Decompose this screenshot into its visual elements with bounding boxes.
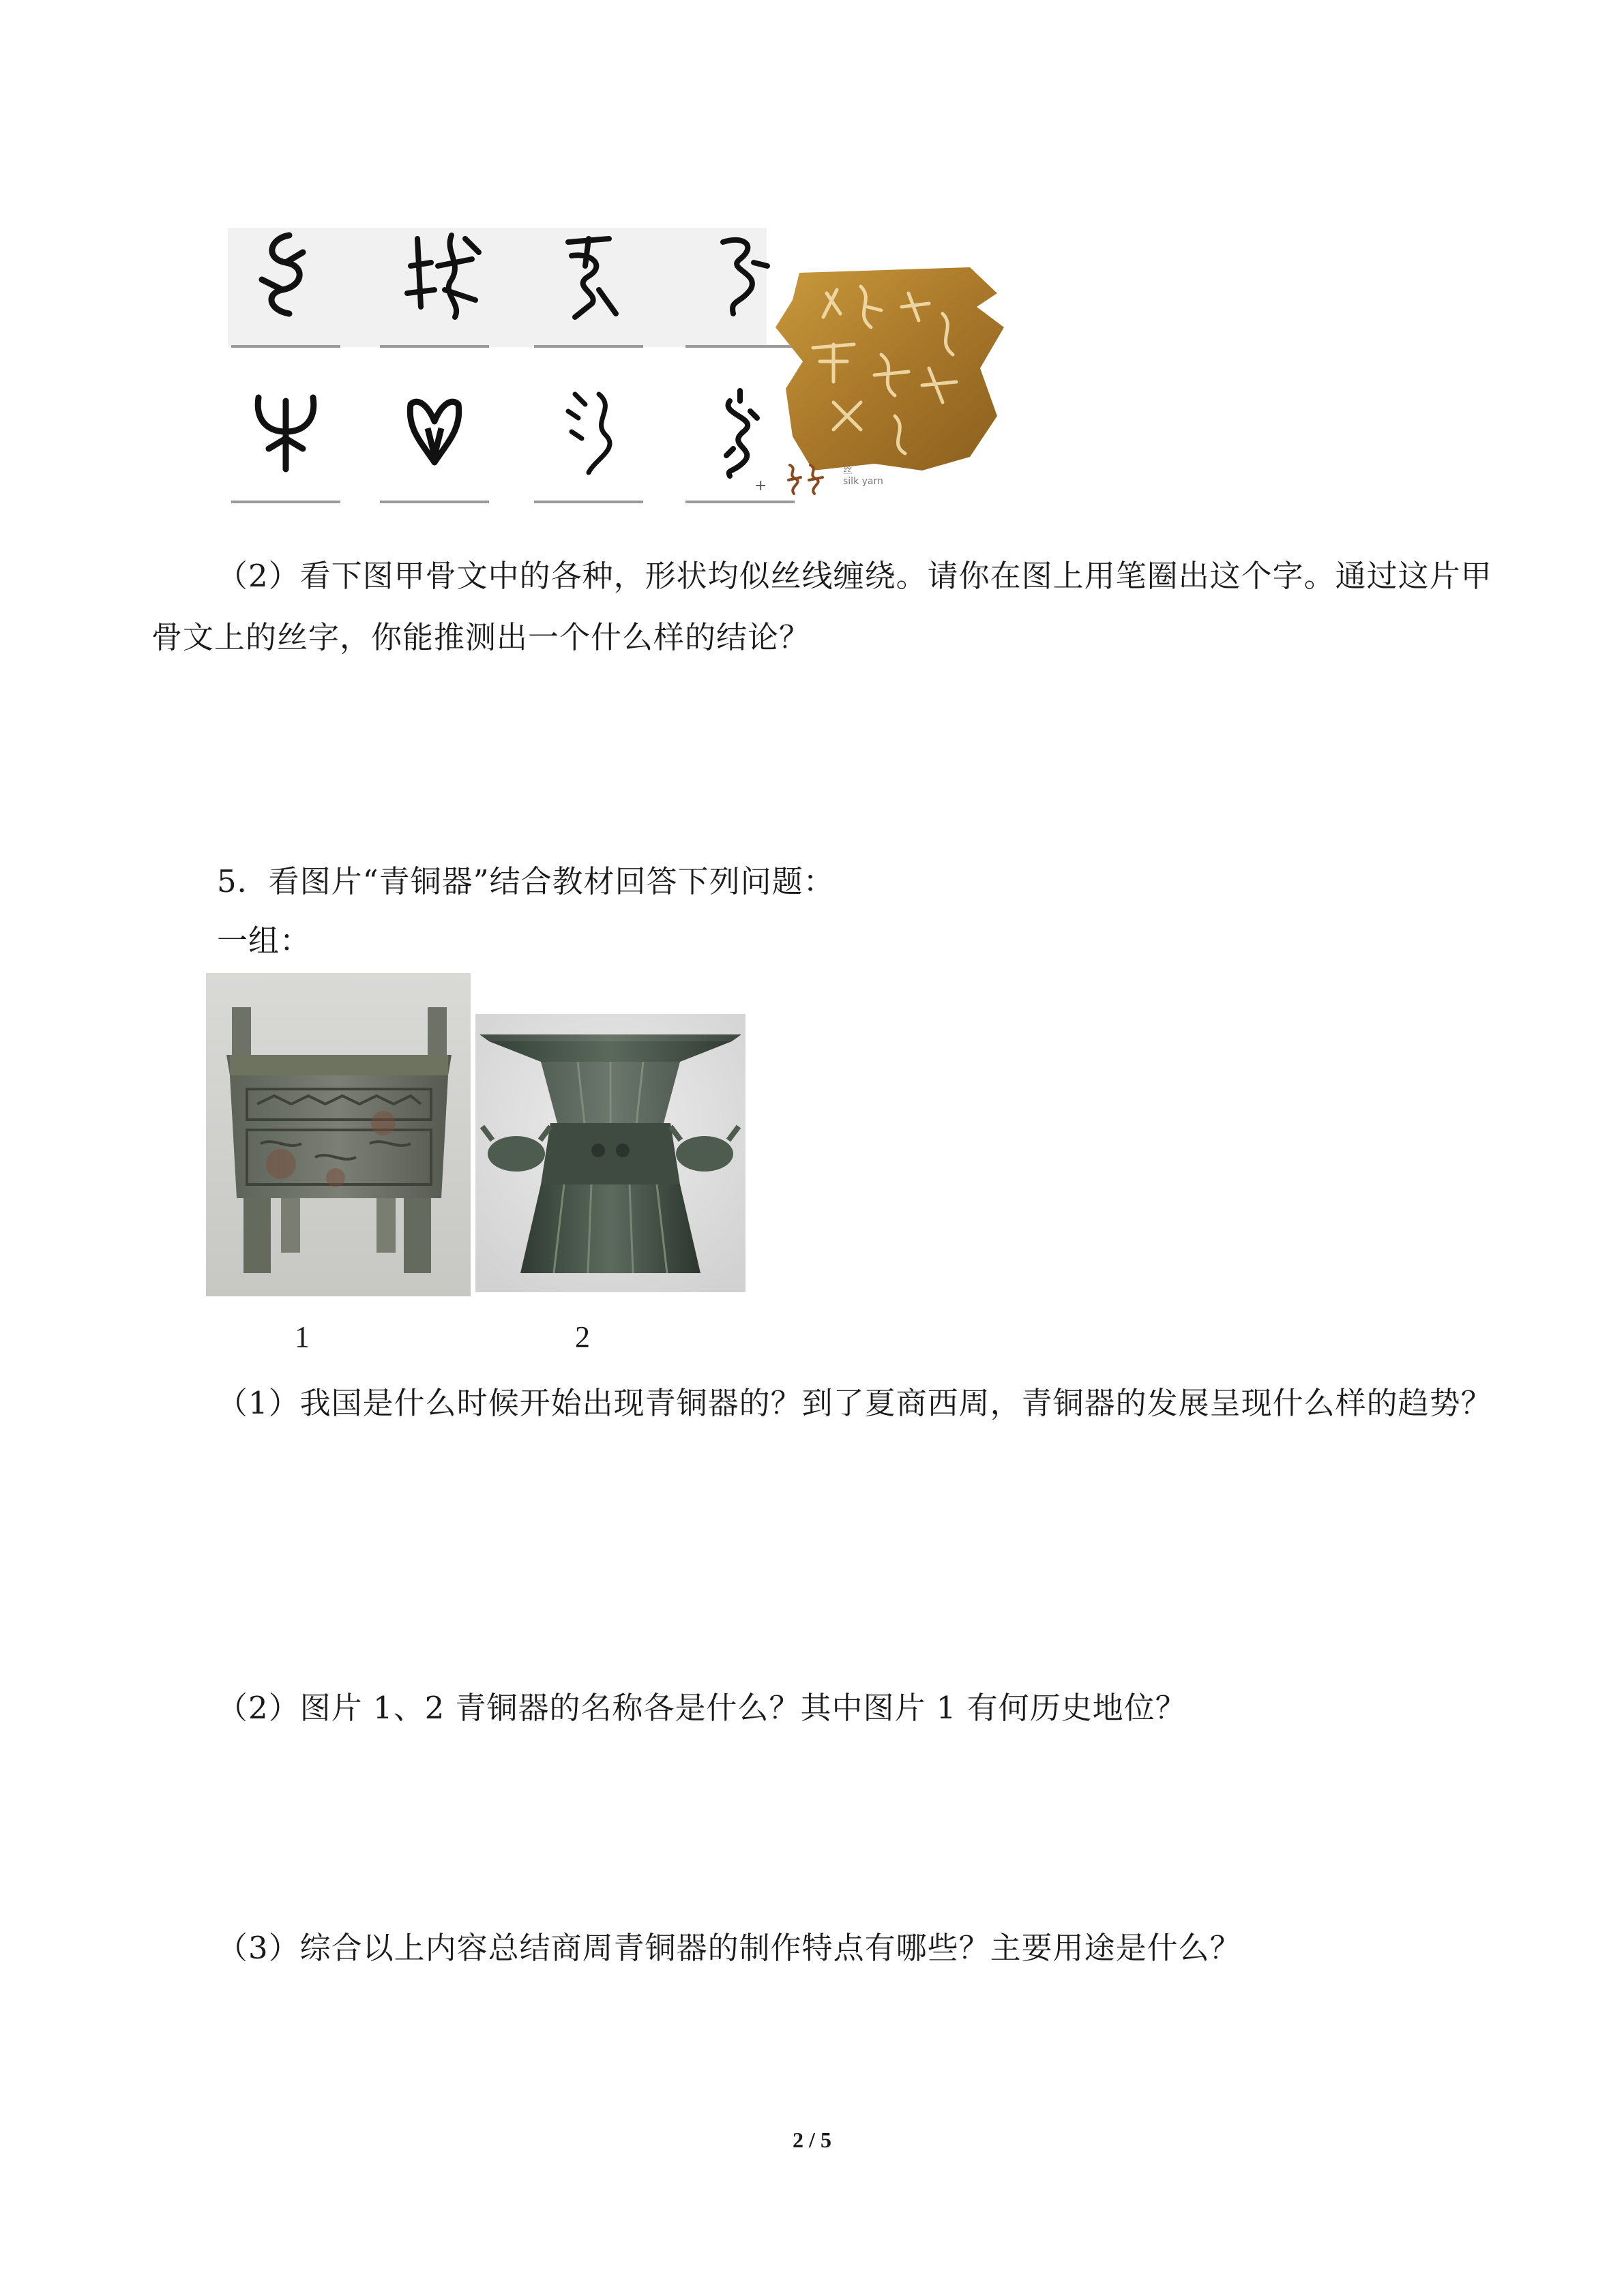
- answer-blank-line: [231, 501, 340, 503]
- question4-part2-text: （2）看下图甲骨文中的各种，形状均似丝线缠绕。请你在图上用笔圈出这个字。通过这片甲骨文上的丝字，你能推测出一个什么样的结论？: [151, 558, 1492, 655]
- silk-character-icon: [783, 460, 831, 498]
- bronze-zun-photo: [475, 1014, 745, 1292]
- oracle-glyph-3: [531, 218, 647, 348]
- answer-blank-line: [534, 345, 643, 348]
- oracle-glyph-7-icon: [551, 381, 626, 483]
- oracle-glyph-4-icon: [703, 225, 778, 327]
- oracle-glyph-2: [377, 218, 492, 348]
- oracle-glyph-1: [228, 218, 344, 348]
- question5-part2-text: （2）图片 1、2 青铜器的名称各是什么？其中图片 1 有何历史地位？: [217, 1690, 1187, 1726]
- page-indicator: 2 / 5: [793, 2128, 831, 2152]
- silk-caption: [843, 465, 883, 487]
- answer-blank-line: [231, 345, 340, 348]
- silk-caption-chinese: 丝: [843, 465, 853, 476]
- answer-blank-line: [380, 501, 489, 503]
- question5-heading: 5．看图片“青铜器”结合教材回答下列问题：: [217, 863, 835, 899]
- oracle-glyph-7: [531, 374, 647, 503]
- question5-part3-text: （3）综合以上内容总结商周青铜器的制作特点有哪些？主要用途是什么？: [217, 1930, 1241, 1966]
- answer-blank-line: [685, 501, 795, 503]
- answer-blank-line: [380, 345, 489, 348]
- question5-part1-text: （1）我国是什么时候开始出现青铜器的？到了夏商西周，青铜器的发展呈现什么样的趋势？: [217, 1385, 1492, 1421]
- oracle-glyph-8-icon: [703, 381, 778, 483]
- oracle-bone-fragment-photo: [772, 266, 1023, 484]
- oracle-glyph-2-icon: [397, 225, 486, 327]
- plus-mark: +: [754, 477, 767, 494]
- oracle-glyph-6: [377, 374, 492, 503]
- silk-caption-english: silk yarn: [843, 476, 883, 487]
- oracle-glyph-3-icon: [551, 225, 626, 327]
- oracle-glyph-5-icon: [248, 381, 323, 483]
- answer-blank-line: [534, 501, 643, 503]
- oracle-glyph-1-icon: [248, 225, 323, 327]
- group-label: 一组：: [217, 923, 312, 959]
- oracle-glyph-5: [228, 374, 344, 503]
- photo-label-1: 1: [295, 1320, 310, 1354]
- photo-label-2: 2: [575, 1320, 590, 1354]
- oracle-glyph-6-icon: [397, 381, 472, 483]
- bronze-ding-photo: [206, 973, 471, 1296]
